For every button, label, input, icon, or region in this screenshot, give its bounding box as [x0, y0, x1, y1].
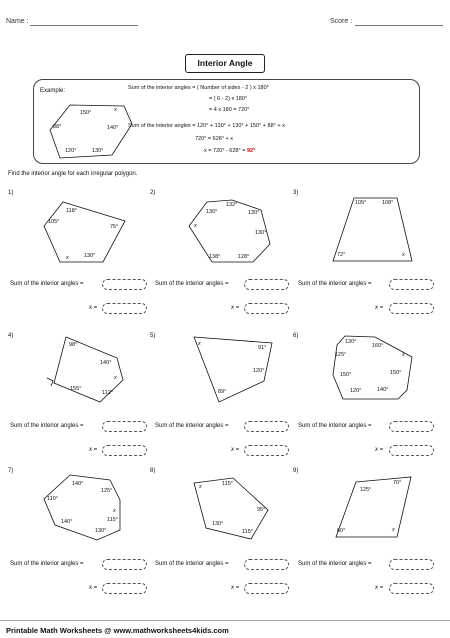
example-line: = ( 6 - 2) x 180°: [209, 96, 248, 102]
angle-label: 155°: [70, 386, 82, 392]
instruction-text: Find the interior angle for each irregular polygon.: [8, 171, 138, 177]
angle-label: 112°: [102, 390, 113, 396]
angle-label: 125°: [101, 488, 113, 494]
angle-label: 105°: [48, 219, 60, 225]
x-answer-field[interactable]: [102, 583, 147, 594]
angle-label: 138°: [209, 254, 221, 260]
x-answer-field[interactable]: [389, 303, 434, 314]
angle-label: 115°: [242, 529, 253, 535]
x-answer-field[interactable]: [244, 445, 289, 456]
angle-label: 70°: [393, 480, 402, 486]
angle-label: x: [198, 341, 201, 347]
sum-answer-field[interactable]: [102, 559, 147, 570]
problem-number: 7): [8, 468, 14, 474]
sum-label: Sum of the interior angles =: [298, 561, 372, 567]
sum-answer-field[interactable]: [102, 421, 147, 432]
x-label: x =: [89, 447, 98, 453]
angle-label: 115°: [222, 481, 233, 487]
problem-number: 2): [150, 190, 156, 196]
angle-label: 125°: [360, 487, 372, 493]
problem-number: 5): [150, 333, 156, 339]
angle-label: 115°: [107, 517, 118, 523]
angle-label: 150°: [390, 370, 402, 376]
angle-label: 118°: [66, 208, 77, 214]
angle-label: 130°: [206, 209, 218, 215]
name-label: Name :: [6, 18, 29, 25]
example-angle: 150°: [80, 110, 92, 116]
problem-number: 3): [293, 190, 299, 196]
angle-label: x: [402, 352, 405, 358]
angle-label: 91°: [258, 345, 267, 351]
angle-label: 125°: [335, 352, 347, 358]
sum-label: Sum of the interior angles =: [10, 561, 84, 567]
x-answer-field[interactable]: [102, 303, 147, 314]
angle-label: 89°: [218, 389, 227, 395]
name-line[interactable]: [30, 25, 138, 26]
x-answer-field[interactable]: [389, 445, 434, 456]
angle-label: 60°: [337, 528, 346, 534]
sum-answer-field[interactable]: [244, 279, 289, 290]
problem-number: 8): [150, 468, 156, 474]
x-label: x =: [89, 585, 98, 591]
x-label: x =: [375, 585, 384, 591]
example-angle: 140°: [107, 125, 119, 131]
example-angle: 130°: [92, 148, 104, 154]
x-label: x =: [89, 305, 98, 311]
angle-label: 130°: [84, 253, 96, 259]
angle-label: 140°: [100, 360, 112, 366]
example-label: Example:: [40, 88, 66, 94]
sum-answer-field[interactable]: [389, 559, 434, 570]
problem-number: 6): [293, 333, 299, 339]
angle-label: 140°: [377, 387, 389, 393]
example-line: x = 720° - 628° = 92°: [204, 148, 256, 154]
problem-number: 1): [8, 190, 14, 196]
example-angle: 88°: [53, 124, 62, 130]
angle-label: x: [113, 508, 116, 514]
problem-number: 9): [293, 468, 299, 474]
sum-label: Sum of the interior angles =: [155, 281, 229, 287]
sum-answer-field[interactable]: [244, 559, 289, 570]
angle-label: x: [392, 527, 395, 533]
sum-answer-field[interactable]: [389, 279, 434, 290]
sum-label: Sum of the interior angles =: [298, 281, 372, 287]
sum-answer-field[interactable]: [244, 421, 289, 432]
sum-answer-field[interactable]: [102, 279, 147, 290]
polygon-problem-9: [0, 0, 1, 1]
angle-label: 130°: [95, 528, 107, 534]
example-line: Sum of the interior angles = ( Number of sides - 2 ) x 180°: [128, 85, 269, 91]
angle-label: x: [199, 484, 202, 490]
angle-label: x: [402, 252, 405, 258]
footer-text[interactable]: Printable Math Worksheets @ www.mathworksheets4kids.com: [6, 626, 229, 635]
angle-label: x: [114, 375, 117, 381]
x-label: x =: [375, 305, 384, 311]
example-angle: x: [114, 107, 117, 113]
x-label: x =: [231, 447, 240, 453]
x-label: x =: [231, 305, 240, 311]
sum-label: Sum of the interior angles =: [298, 423, 372, 429]
score-line[interactable]: [355, 25, 443, 26]
angle-label: 130°: [212, 521, 224, 527]
angle-label: x: [66, 255, 69, 261]
sum-label: Sum of the interior angles =: [155, 423, 229, 429]
angle-label: 108°: [382, 200, 394, 206]
footer-divider: [0, 620, 450, 621]
sum-label: Sum of the interior angles =: [155, 561, 229, 567]
x-label: x =: [375, 447, 384, 453]
example-line: Sum of the interior angles = 120° + 130° + 130° + 150° + 88° + x: [128, 123, 285, 129]
x-answer-field[interactable]: [102, 445, 147, 456]
angle-label: 105°: [355, 200, 367, 206]
angle-label: 140°: [72, 481, 84, 487]
sum-label: Sum of the interior angles =: [10, 281, 84, 287]
problem-number: 4): [8, 333, 14, 339]
worksheet-title: Interior Angle: [185, 54, 265, 73]
x-answer-field[interactable]: [389, 583, 434, 594]
x-answer-field[interactable]: [244, 583, 289, 594]
example-line: = 4 x 180 = 720°: [209, 107, 250, 113]
angle-label: 95°: [257, 507, 266, 513]
angle-label: 75°: [110, 224, 119, 230]
angle-label: x: [194, 223, 197, 229]
angle-label: 130°: [345, 339, 357, 345]
sum-label: Sum of the interior angles =: [10, 423, 84, 429]
angle-label: 110°: [47, 496, 58, 502]
angle-label: 160°: [372, 343, 384, 349]
angle-label: 72°: [337, 252, 346, 258]
x-label: x =: [231, 585, 240, 591]
example-line: 720° = 628° + x: [195, 136, 234, 142]
angle-label: 140°: [61, 519, 73, 525]
sum-answer-field[interactable]: [389, 421, 434, 432]
angle-label: 130°: [248, 210, 260, 216]
angle-label: 120°: [350, 388, 362, 394]
angle-label: 128°: [238, 254, 250, 260]
angle-label: 132°: [226, 202, 238, 208]
x-answer-field[interactable]: [244, 303, 289, 314]
angle-label: 150°: [340, 372, 352, 378]
angle-label: 98°: [69, 342, 78, 348]
angle-label: 120°: [253, 368, 265, 374]
score-label: Score :: [330, 18, 353, 25]
example-angle: 120°: [65, 148, 77, 154]
angle-label: 130°: [255, 230, 267, 236]
example-answer: 92°: [246, 148, 256, 154]
